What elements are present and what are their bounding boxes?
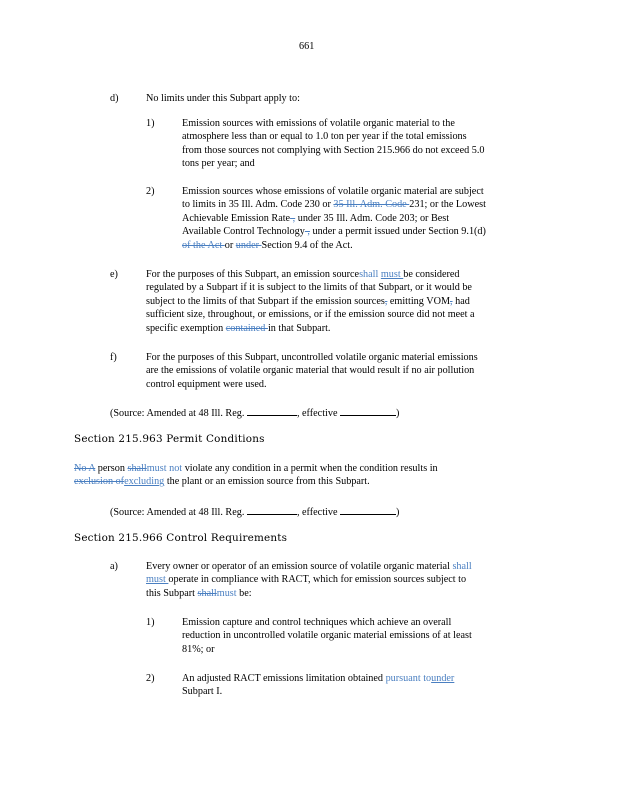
item-label-e: e) (110, 269, 118, 280)
item-label-d2: 2) (146, 186, 155, 197)
item-label-f: f) (110, 352, 117, 363)
item-label-a: a) (110, 561, 118, 572)
item-a1-text: Emission capture and control techniques which achieve an overall reduction in uncontrolled volatile organic material emissions of at least 81%; or (182, 617, 472, 655)
item-d-text: No limits under this Subpart apply to: (146, 93, 300, 104)
item-label-d: d) (110, 93, 119, 104)
item-label-d1: 1) (146, 118, 155, 129)
item-d2-text: Emission sources whose emissions of volatile organic material are subject to limits in 35 Ill. Adm. Code 230 or 35 Ill. Adm. Code 231; or the Lowest Achievable Emission Rate , under 35 Ill. Adm. Code 203; or Best Available Control Technology , under a permit issued under Section 9.1(d) of the Act or under Section 9.4 of the Act. (182, 186, 486, 251)
source-note-1: (Source: Amended at 48 Ill. Reg. , effective ) (110, 408, 400, 419)
item-label-a2: 2) (146, 673, 155, 684)
item-e-text: For the purposes of this Subpart, an emission sourceshall must be considered regulated by a Subpart if it is subject to the limits of that Subpart, or it would be subject to the limits of that Subpart if the emission sources, emitting VOM, had sufficient size, throughout, or emissions, or if the emission source did not meet a specific exemption contained in that Subpart. (146, 269, 475, 334)
section-963-heading: Section 215.963 Permit Conditions (74, 433, 265, 445)
item-a2-text: An adjusted RACT emissions limitation obtained pursuant tounder Subpart I. (182, 673, 455, 698)
item-a-text: Every owner or operator of an emission source of volatile organic material shall must operate in compliance with RACT, which for emission sources subject to this Subpart shallmust be: (146, 561, 472, 599)
item-f-text: For the purposes of this Subpart, uncontrolled volatile organic material emissions are the emissions of volatile organic material that would result if no air pollution control equipment were used. (146, 352, 478, 390)
page-number: 661 (299, 41, 315, 52)
item-label-a1: 1) (146, 617, 155, 628)
section-963-text: No A person shallmust not violate any condition in a permit when the condition results in exclusion ofexcluding the plant or an emission source from this Subpart. (74, 463, 438, 488)
source-note-2: (Source: Amended at 48 Ill. Reg. , effective ) (110, 507, 400, 518)
section-966-heading: Section 215.966 Control Requirements (74, 532, 288, 544)
item-d1-text: Emission sources with emissions of volatile organic material to the atmosphere less than or equal to 1.0 ton per year if the total emissions from those sources not complying with Section 215.966 do not exceed 5.0 tons per year; and (182, 118, 485, 170)
